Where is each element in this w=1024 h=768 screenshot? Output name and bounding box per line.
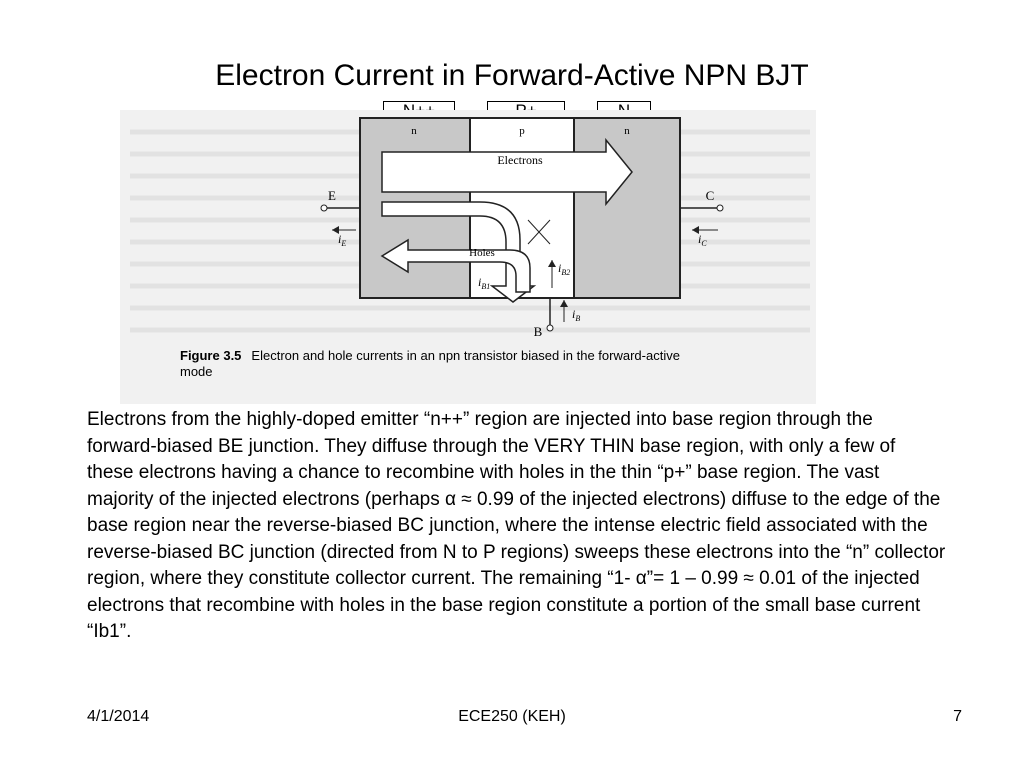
slide-title: Electron Current in Forward-Active NPN BJT	[215, 59, 809, 92]
ib1-label: $i_{B1}$	[478, 275, 491, 291]
emitter-terminal	[321, 205, 327, 211]
footer-date: 4/1/2014	[87, 708, 150, 725]
footer-course: ECE250 (KEH)	[458, 708, 566, 725]
holes-label: Holes	[469, 247, 495, 259]
emitter-terminal-label: E	[328, 188, 336, 203]
body-text: Electrons from the highly-doped emitter “n++” region are injected into base region through the forward-biased BE junction. They diffuse through the VERY THIN base region, with only a few of these electrons having a chance to recombine with holes in the thin “p+” base region. The vast majority of the injected electrons (perhaps α ≈ 0.99 of the injected electrons) diffuse to the edge of the base region near the reverse-biased BC junction, where the intense electric field associated with the reverse-biased BC junction (directed from N to P regions) sweeps these electrons into the “n” collector region, where they constitute collector current. The remaining “1- α”= 1 – 0.99 ≈ 0.01 of the injected electrons that recombine with holes in the base region constitute a portion of the small base current “Ib1”.	[87, 409, 946, 642]
ic-label: $i_C$	[698, 232, 707, 248]
figure-caption: Figure 3.5 Electron and hole currents in an npn transistor biased in the forward-active	[180, 348, 680, 363]
figure-caption-continued: mode	[180, 364, 213, 379]
ib-label: $i_B$	[572, 307, 581, 323]
collector-terminal-label: C	[705, 188, 715, 203]
base-terminal-label: B	[533, 324, 543, 339]
collector-region	[574, 118, 680, 298]
bjt-figure	[120, 110, 816, 404]
footer-page-number: 7	[953, 708, 962, 725]
collector-terminal	[717, 205, 723, 211]
base-small-label: p	[519, 125, 525, 137]
base-terminal	[547, 325, 553, 331]
electrons-label: Electrons	[497, 153, 543, 167]
emitter-small-label: n	[411, 125, 417, 137]
collector-small-label: n	[624, 125, 630, 137]
ie-label: $i_E$	[338, 232, 347, 248]
body-paragraph	[87, 407, 947, 646]
ib2-label: $i_{B2}$	[558, 261, 571, 277]
